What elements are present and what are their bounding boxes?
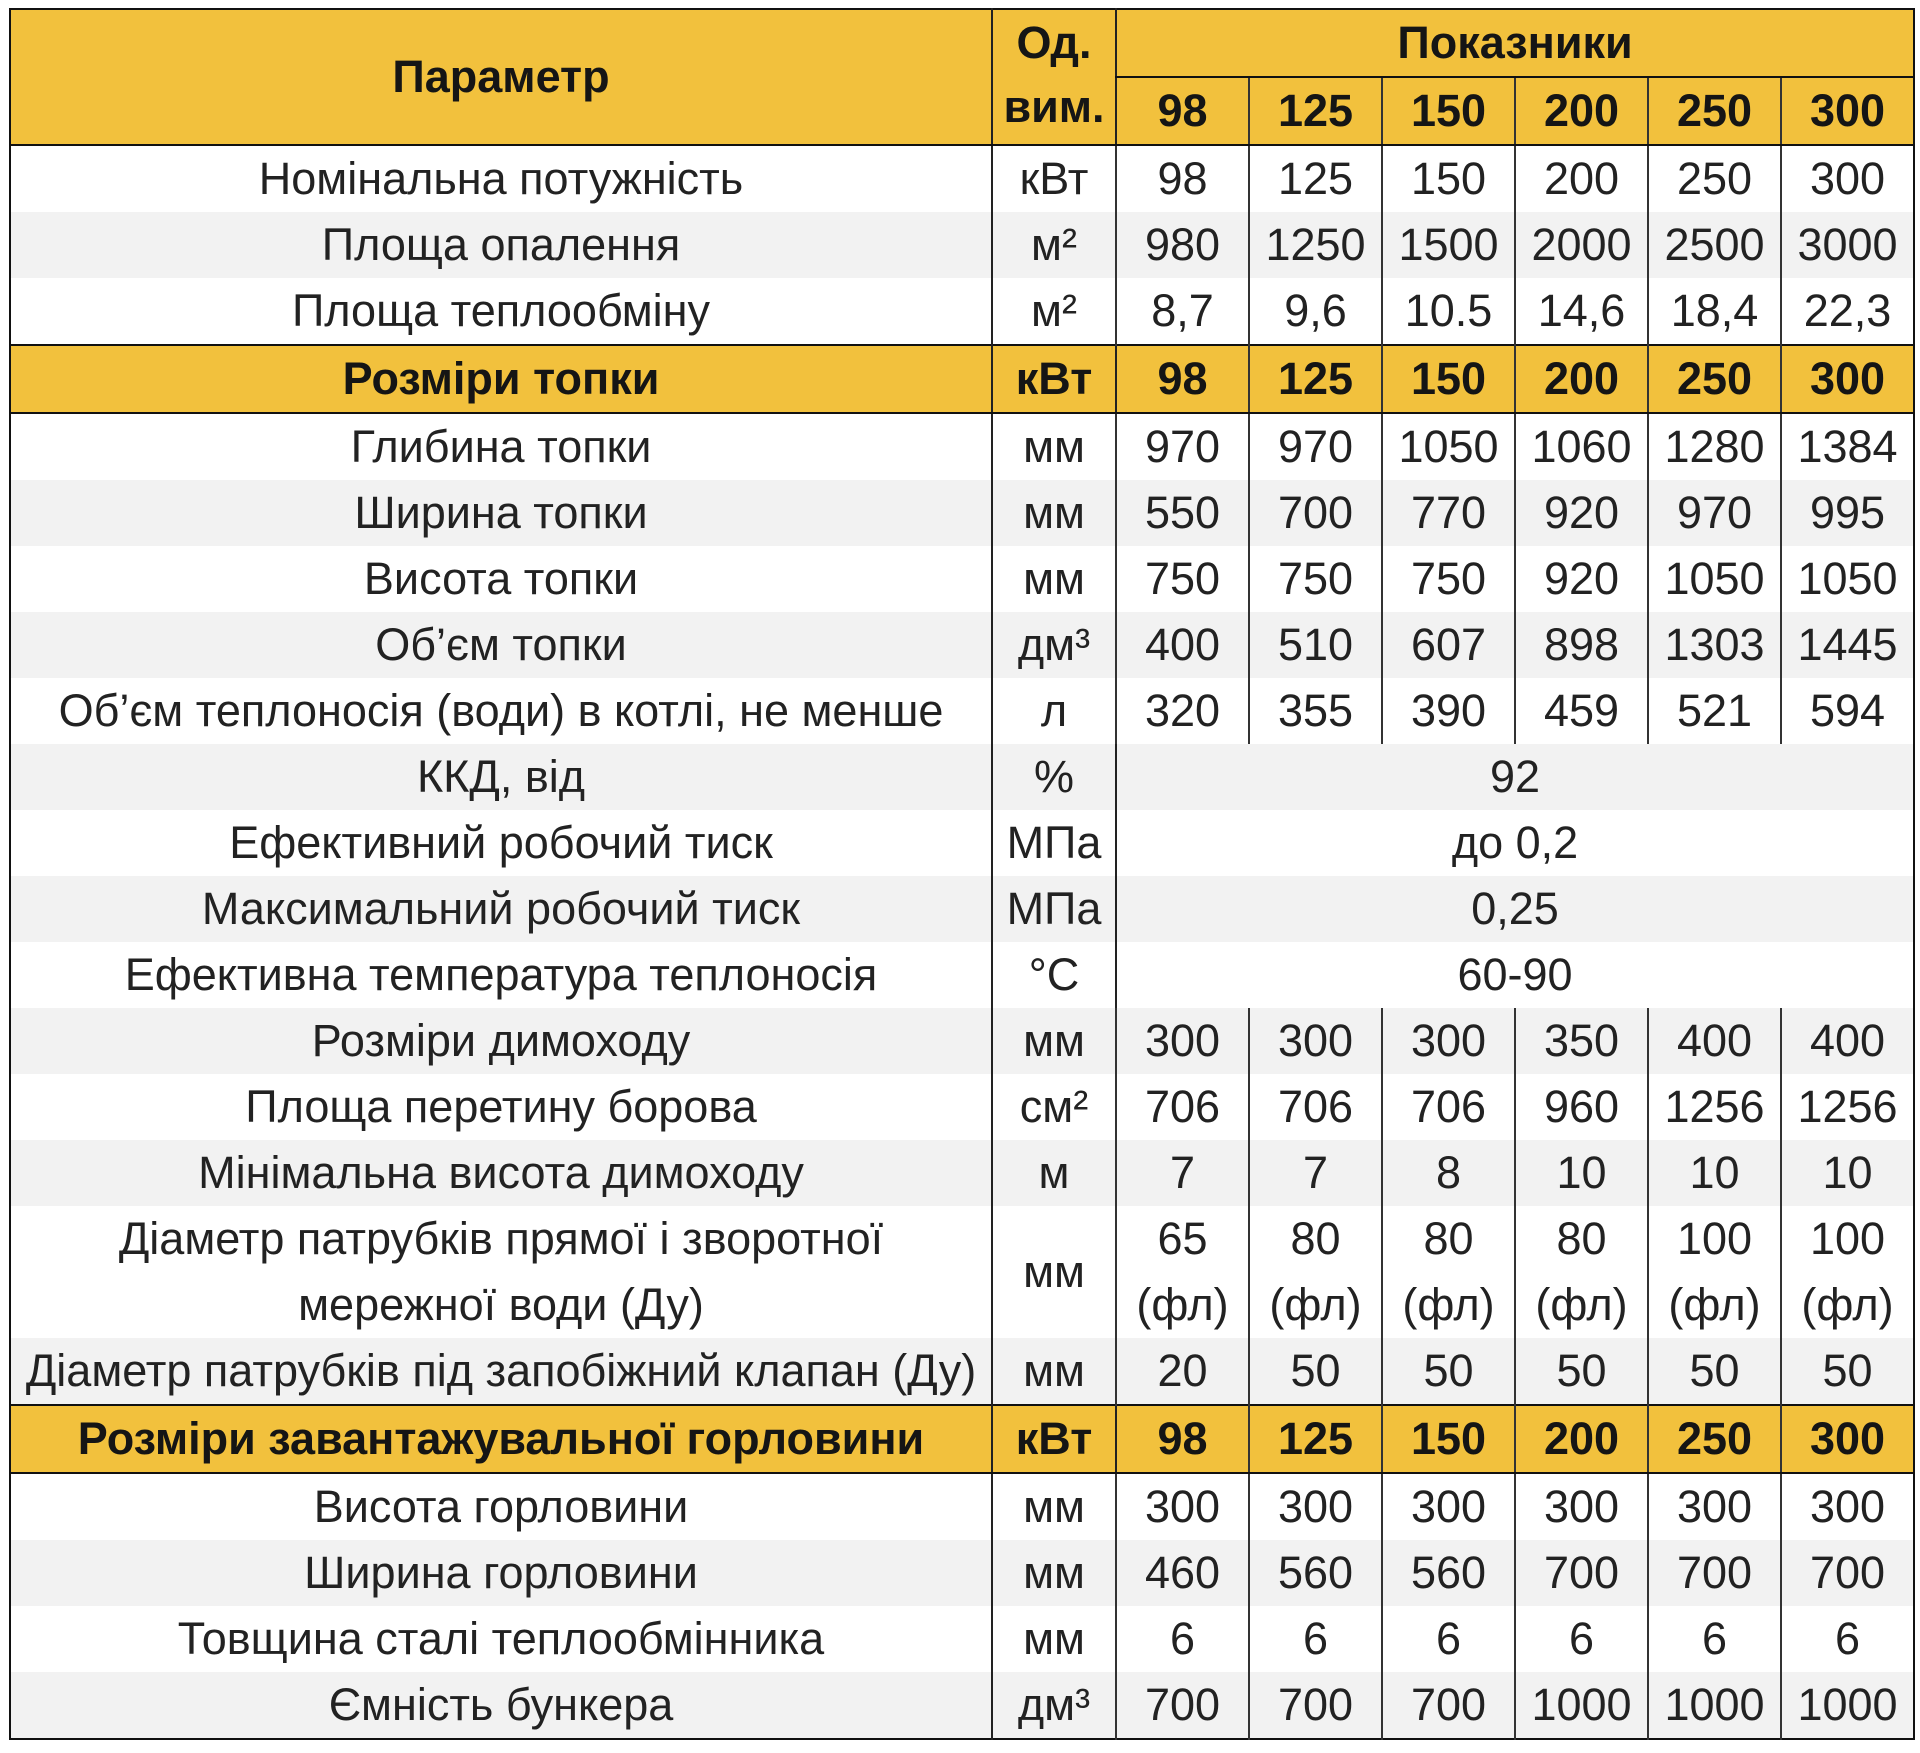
section-header-row (10, 1405, 1914, 1473)
value-cell: 1060 (1515, 413, 1648, 480)
value-cell: 300 (1382, 1008, 1515, 1074)
table-row (10, 612, 1914, 678)
value-cell: 125 (1249, 145, 1382, 212)
table-row (10, 1206, 1914, 1338)
table-row (10, 942, 1914, 1008)
value-cell: 700 (1648, 1540, 1781, 1606)
value-cell: 1303 (1648, 612, 1781, 678)
param-name: Висота горловини (313, 1481, 689, 1532)
param-name: Максимальний робочий тиск (10, 876, 992, 942)
header-unit-line1: Од. (1016, 17, 1092, 68)
common-value-cell: 60-90 (1116, 942, 1914, 1008)
value-cell (1249, 1206, 1382, 1338)
unit-cell: дм³ (992, 1672, 1116, 1739)
table-row (10, 212, 1914, 278)
value-cell: 300 (1382, 1473, 1515, 1540)
value-cell: 50 (1382, 1338, 1515, 1405)
section-model: 250 (1648, 345, 1781, 413)
section-model: 200 (1515, 345, 1648, 413)
section-title: Розміри топки (10, 345, 992, 413)
value-cell (1781, 1206, 1914, 1338)
value-cell: 1256 (1781, 1074, 1914, 1140)
value-cell: 594 (1781, 678, 1914, 744)
value-cell: 750 (1382, 546, 1515, 612)
value-cell: 1050 (1382, 413, 1515, 480)
param-name: Площа опалення (10, 212, 992, 278)
unit-cell: мм (992, 1473, 1116, 1540)
value-cell: 50 (1781, 1338, 1914, 1405)
value-cell: 2500 (1648, 212, 1781, 278)
param-name: Розміри димоходу (10, 1008, 992, 1074)
table-row (10, 1338, 1914, 1405)
value-cell: 22,3 (1781, 278, 1914, 345)
value-cell: 700 (1116, 1672, 1249, 1739)
value-cell: 150 (1382, 145, 1515, 212)
value-cell: 700 (1515, 1540, 1648, 1606)
param-name: Площа перетину борова (245, 1081, 757, 1132)
value-cell: 355 (1249, 678, 1382, 744)
table-row (10, 546, 1914, 612)
param-name (10, 1206, 992, 1338)
value-cell: 1050 (1648, 546, 1781, 612)
unit-cell: м (992, 1140, 1116, 1206)
value-cell: 980 (1116, 212, 1249, 278)
common-value-cell: 0,25 (1116, 876, 1914, 942)
header-model: 300 (1781, 77, 1914, 145)
unit-cell: МПа (992, 810, 1116, 876)
unit-cell: мм (992, 1338, 1116, 1405)
value-cell: 50 (1515, 1338, 1648, 1405)
table-row (10, 876, 1914, 942)
param-name: Ширина топки (10, 480, 992, 546)
value-cell: 300 (1116, 1008, 1249, 1074)
value-cell: 706 (1382, 1074, 1515, 1140)
value-cell: 10.5 (1382, 278, 1515, 345)
value-cell: 706 (1249, 1074, 1382, 1140)
value-cell: 300 (1515, 1473, 1648, 1540)
value-cell: 970 (1648, 480, 1781, 546)
value-cell: 750 (1116, 546, 1249, 612)
value-cell: 98 (1116, 145, 1249, 212)
value-cell: 6 (1515, 1606, 1648, 1672)
table-row (10, 1008, 1914, 1074)
header-model: 250 (1648, 77, 1781, 145)
table-row (10, 1606, 1914, 1672)
value-cell: 898 (1515, 612, 1648, 678)
value-suffix: (фл) (1535, 1279, 1628, 1330)
section-header-row (10, 345, 1914, 413)
value-cell: 700 (1382, 1672, 1515, 1739)
value-cell: 607 (1382, 612, 1515, 678)
value-cell: 18,4 (1648, 278, 1781, 345)
common-value-cell: 92 (1116, 744, 1914, 810)
value-cell: 560 (1382, 1540, 1515, 1606)
table-row (10, 278, 1914, 345)
value-cell: 521 (1648, 678, 1781, 744)
value-cell: 960 (1515, 1074, 1648, 1140)
value-cell: 400 (1116, 612, 1249, 678)
value-cell: 300 (1116, 1473, 1249, 1540)
table-row (10, 1672, 1914, 1739)
table-row (10, 1074, 1914, 1140)
param-name: ККД, від (10, 744, 992, 810)
value-number: 80 (1290, 1213, 1341, 1264)
common-value-cell: до 0,2 (1116, 810, 1914, 876)
value-cell: 300 (1648, 1473, 1781, 1540)
value-cell: 9,6 (1249, 278, 1382, 345)
value-cell (1648, 1206, 1781, 1338)
value-cell: 400 (1648, 1008, 1781, 1074)
param-name: Ширина горловини (10, 1540, 992, 1606)
unit-cell: мм (992, 480, 1116, 546)
value-cell: 8 (1382, 1140, 1515, 1206)
value-cell: 300 (1781, 145, 1914, 212)
value-cell: 7 (1249, 1140, 1382, 1206)
unit-cell: мм (992, 546, 1116, 612)
value-suffix: (фл) (1801, 1279, 1894, 1330)
section-title: Розміри завантажувальної горловини (10, 1405, 992, 1473)
table-body (10, 145, 1914, 1739)
value-cell: 2000 (1515, 212, 1648, 278)
value-cell: 1250 (1249, 212, 1382, 278)
param-name: Мінімальна висота димоходу (10, 1140, 992, 1206)
section-model: 150 (1382, 1405, 1515, 1473)
value-cell: 970 (1249, 413, 1382, 480)
unit-cell: мм (992, 1606, 1116, 1672)
unit-cell: мм (992, 1540, 1116, 1606)
value-cell: 510 (1249, 612, 1382, 678)
unit-cell: дм³ (992, 612, 1116, 678)
value-cell: 550 (1116, 480, 1249, 546)
value-suffix: (фл) (1136, 1279, 1229, 1330)
value-cell: 300 (1249, 1473, 1382, 1540)
section-model: 150 (1382, 345, 1515, 413)
unit-cell: % (992, 744, 1116, 810)
param-name-line1: Діаметр патрубків прямої і зворотної (118, 1213, 884, 1264)
unit-cell: см² (992, 1074, 1116, 1140)
header-indicators: Показники (1116, 9, 1914, 77)
param-name: Діаметр патрубків під запобіжний клапан (Ду) (10, 1338, 992, 1405)
value-cell: 6 (1116, 1606, 1249, 1672)
unit-cell: мм (992, 1206, 1116, 1338)
value-cell: 320 (1116, 678, 1249, 744)
value-cell: 14,6 (1515, 278, 1648, 345)
header-model: 200 (1515, 77, 1648, 145)
param-name: Номінальна потужність (258, 153, 744, 204)
table-row (10, 480, 1914, 546)
header-unit (992, 9, 1116, 145)
section-model: 300 (1781, 1405, 1914, 1473)
value-cell: 750 (1249, 546, 1382, 612)
value-cell: 700 (1249, 480, 1382, 546)
value-cell: 700 (1249, 1672, 1382, 1739)
unit-cell: мм (992, 1008, 1116, 1074)
param-name: Товщина сталі теплообмінника (177, 1613, 825, 1664)
value-cell: 300 (1781, 1473, 1914, 1540)
value-cell: 6 (1648, 1606, 1781, 1672)
header-model: 98 (1116, 77, 1249, 145)
table-row (10, 810, 1914, 876)
value-number: 80 (1423, 1213, 1474, 1264)
value-cell: 970 (1116, 413, 1249, 480)
param-name: Ефективний робочий тиск (229, 817, 773, 868)
unit-cell: кВт (992, 145, 1116, 212)
table-row (10, 1140, 1914, 1206)
value-cell: 1000 (1781, 1672, 1914, 1739)
unit-cell: МПа (992, 876, 1116, 942)
value-number: 65 (1157, 1213, 1208, 1264)
value-cell: 1384 (1781, 413, 1914, 480)
unit-cell: м² (992, 212, 1116, 278)
value-cell: 1000 (1515, 1672, 1648, 1739)
value-cell: 1445 (1781, 612, 1914, 678)
value-cell (1116, 1206, 1249, 1338)
value-cell: 995 (1781, 480, 1914, 546)
value-cell: 20 (1116, 1338, 1249, 1405)
value-suffix: (фл) (1668, 1279, 1761, 1330)
section-model: 250 (1648, 1405, 1781, 1473)
value-cell: 1500 (1382, 212, 1515, 278)
value-number: 100 (1676, 1213, 1753, 1264)
value-cell: 706 (1116, 1074, 1249, 1140)
value-cell: 10 (1781, 1140, 1914, 1206)
table-row (10, 145, 1914, 212)
unit-cell: м² (992, 278, 1116, 345)
param-name: Об’єм теплоносія (води) в котлі, не менше (58, 685, 944, 736)
header-unit-line2: вим. (1003, 81, 1105, 132)
value-cell (1515, 1206, 1648, 1338)
value-cell: 560 (1249, 1540, 1382, 1606)
table-row (10, 1540, 1914, 1606)
section-model: 98 (1116, 1405, 1249, 1473)
value-cell: 6 (1781, 1606, 1914, 1672)
value-cell: 6 (1249, 1606, 1382, 1672)
value-cell: 1256 (1648, 1074, 1781, 1140)
table-row (10, 1473, 1914, 1540)
value-cell: 459 (1515, 678, 1648, 744)
param-name: Площа теплообміну (291, 285, 711, 336)
value-cell: 350 (1515, 1008, 1648, 1074)
value-cell: 8,7 (1116, 278, 1249, 345)
value-cell: 10 (1648, 1140, 1781, 1206)
boiler-specs-table (9, 8, 1915, 1740)
section-unit: кВт (992, 345, 1116, 413)
section-unit: кВт (992, 1405, 1116, 1473)
value-cell: 6 (1382, 1606, 1515, 1672)
unit-cell: °С (992, 942, 1116, 1008)
param-name: Об’єм топки (10, 612, 992, 678)
value-number: 100 (1809, 1213, 1886, 1264)
section-model: 200 (1515, 1405, 1648, 1473)
unit-cell: мм (992, 413, 1116, 480)
param-name-line2: мережної води (Ду) (298, 1279, 704, 1330)
value-cell: 920 (1515, 480, 1648, 546)
value-cell: 1000 (1648, 1672, 1781, 1739)
value-cell: 400 (1781, 1008, 1914, 1074)
value-cell: 1050 (1781, 546, 1914, 612)
header-param: Параметр (10, 9, 992, 145)
value-suffix: (фл) (1269, 1279, 1362, 1330)
param-name: Висота топки (363, 553, 639, 604)
value-cell: 10 (1515, 1140, 1648, 1206)
table-row (10, 413, 1914, 480)
value-cell: 200 (1515, 145, 1648, 212)
value-cell: 390 (1382, 678, 1515, 744)
value-cell: 50 (1249, 1338, 1382, 1405)
param-name: Ємність бункера (10, 1672, 992, 1739)
param-name: Глибина топки (350, 421, 652, 472)
value-number: 80 (1556, 1213, 1607, 1264)
header-model: 150 (1382, 77, 1515, 145)
table-row (10, 744, 1914, 810)
section-model: 125 (1249, 1405, 1382, 1473)
table-row (10, 678, 1914, 744)
value-suffix: (фл) (1402, 1279, 1495, 1330)
value-cell: 1280 (1648, 413, 1781, 480)
value-cell (1382, 1206, 1515, 1338)
value-cell: 50 (1648, 1338, 1781, 1405)
value-cell: 7 (1116, 1140, 1249, 1206)
param-name: Ефективна температура теплоносія (124, 949, 878, 1000)
value-cell: 770 (1382, 480, 1515, 546)
value-cell: 250 (1648, 145, 1781, 212)
value-cell: 460 (1116, 1540, 1249, 1606)
unit-cell: л (992, 678, 1116, 744)
section-model: 300 (1781, 345, 1914, 413)
value-cell: 700 (1781, 1540, 1914, 1606)
section-model: 125 (1249, 345, 1382, 413)
value-cell: 300 (1249, 1008, 1382, 1074)
value-cell: 920 (1515, 546, 1648, 612)
section-model: 98 (1116, 345, 1249, 413)
header-model: 125 (1249, 77, 1382, 145)
value-cell: 3000 (1781, 212, 1914, 278)
